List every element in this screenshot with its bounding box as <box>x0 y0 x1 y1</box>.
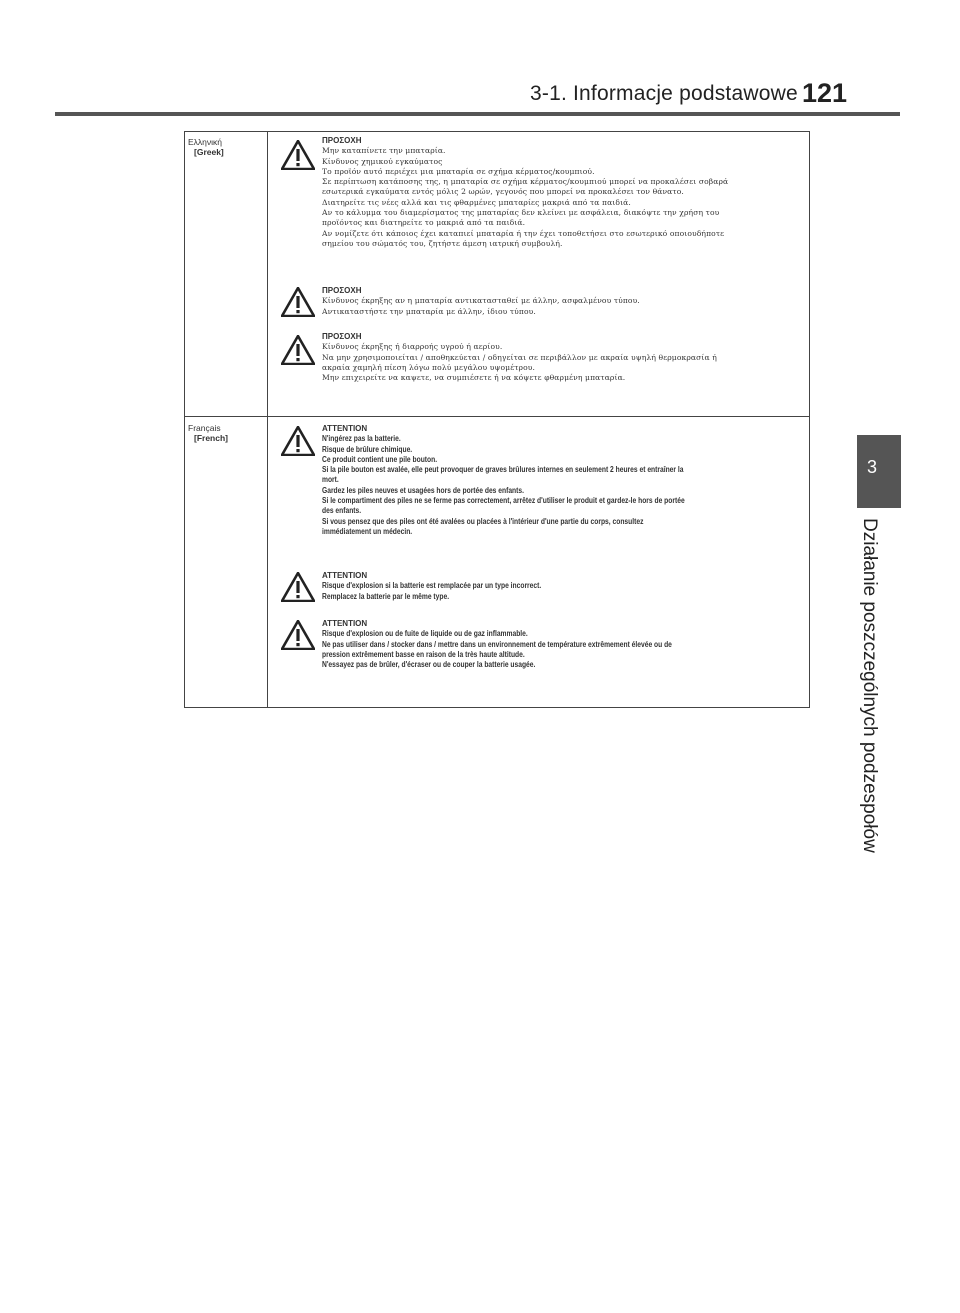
warning-line: Si la pile bouton est avalée, elle peut provoquer de graves brûlures internes en seulement 2 heures et entraîner la <box>322 465 684 475</box>
warning-line: N'essayez pas de brûler, d'écraser ou de couper la batterie usagée. <box>322 660 536 670</box>
warning-line: immédiatement un médecin. <box>322 526 413 536</box>
warning-title: ΠΡΟΣΟΧΗ <box>322 286 362 295</box>
warning-title: ATTENTION <box>322 424 368 433</box>
warning-line: εσωτερικά εγκαύματα εντός μόλις 2 ωρών, γεγονός που μπορεί να προκαλέσει τον θάνατο. <box>322 187 684 197</box>
warning-triangle-icon <box>281 572 315 602</box>
page-number: 121 <box>802 78 848 108</box>
warning-triangle-icon <box>281 620 315 650</box>
warning-title: ATTENTION <box>322 571 368 580</box>
warning-line: ακραία χαμηλή πίεση λόγω πολύ μεγάλου υψομέτρου. <box>322 362 535 372</box>
language-name: Français <box>188 423 221 433</box>
warning-line: Μην επιχειρείτε να καψετε, να συμπιέσετε ή να κόψετε φθαρμένη μπαταρία. <box>322 373 626 383</box>
warning-line: Si vous pensez que des piles ont été avalées ou placées à l'intérieur d'une partie du corps, consultez <box>322 516 644 526</box>
language-code: [French] <box>194 433 228 443</box>
section-title: 3-1. Informacje podstawowe <box>530 82 798 105</box>
warning-title: ATTENTION <box>322 619 368 628</box>
warning-line: Κίνδυνος χημικού εγκαύματος <box>322 156 443 166</box>
warning-title: ΠΡΟΣΟΧΗ <box>322 136 362 145</box>
warning-line: Si le compartiment des piles ne se ferme pas correctement, arrêtez d'utiliser le produit et gardez-le hors de portée <box>322 496 685 506</box>
warning-triangle-icon <box>281 140 315 170</box>
warning-line: Ce produit contient une pile bouton. <box>322 454 438 464</box>
warning-line: Μην καταπίνετε την μπαταρία. <box>322 146 446 156</box>
header-divider <box>55 112 900 116</box>
warning-line: des enfants. <box>322 506 362 516</box>
warning-line: προϊόντος και διατηρείτε το μακριά από τα παιδιά. <box>322 218 526 228</box>
warning-line: Σε περίπτωση κατάποσης της, η μπαταρία σε σχήμα κέρματος/κουμπιού μπορεί να προκαλέσει σοβαρά <box>322 177 729 187</box>
warning-line: Να μην χρησιμοποιείται / αποθηκεύεται / οδηγείται σε περιβάλλον με ακραία υψηλή θερμοκρασία ή <box>322 352 717 362</box>
chapter-title: Działanie poszczególnych podzespołów <box>859 518 880 853</box>
warning-block <box>322 424 806 537</box>
warning-line: Αν νομίζετε ότι κάποιος έχει καταπιεί μπαταρία ή την έχει τοποθετήσει στο εσωτερικό οποιουδήποτε <box>322 228 725 238</box>
warning-line: mort. <box>322 475 339 485</box>
warning-line: Κίνδυνος έκρηξης ή διαρροής υγρού ή αερίου. <box>322 342 503 352</box>
warning-triangle-icon <box>281 426 315 456</box>
warning-triangle-icon <box>281 287 315 317</box>
warning-triangle-icon <box>281 335 315 365</box>
warning-line: Αν το κάλυμμα του διαμερίσματος της μπαταρίας δεν κλείνει με ασφάλεια, διακόψτε την χρήση του <box>322 208 720 218</box>
language-label-greek <box>188 137 224 157</box>
warning-line: Ne pas utiliser dans / stocker dans / mettre dans un environnement de température extrêmement élevée ou de <box>322 639 672 649</box>
row-divider <box>185 416 809 417</box>
warning-line: N'ingérez pas la batterie. <box>322 434 401 444</box>
warning-title: ΠΡΟΣΟΧΗ <box>322 332 362 341</box>
warning-line: Κίνδυνος έκρηξης αν η μπαταρία αντικατασταθεί με άλλην, ασφαλμένου τύπου. <box>322 296 640 306</box>
warning-line: Risque de brûlure chimique. <box>322 444 413 454</box>
battery-warning-table <box>184 131 810 708</box>
warning-block <box>322 619 806 670</box>
warning-block <box>322 136 806 249</box>
warning-line: Το προϊόν αυτό περιέχει μια μπαταρία σε σχήμα κέρματος/κουμπιού. <box>322 166 595 176</box>
warning-line: Αντικαταστήστε την μπαταρία με άλλην, ίδιου τύπου. <box>322 306 536 316</box>
language-code: [Greek] <box>194 147 224 157</box>
warning-line: Risque d'explosion si la batterie est remplacée par un type incorrect. <box>322 581 542 591</box>
warning-block <box>322 571 806 602</box>
warning-line: Risque d'explosion ou de fuite de liquide ou de gaz inflammable. <box>322 629 528 639</box>
warning-line: Gardez les piles neuves et usagées hors de portée des enfants. <box>322 485 524 495</box>
column-divider <box>267 132 268 707</box>
language-label-french <box>188 423 228 443</box>
chapter-tab <box>857 435 901 508</box>
chapter-number: 3 <box>867 457 878 477</box>
warning-line: Remplacez la batterie par le même type. <box>322 591 450 601</box>
warning-line: pression extrêmement basse en raison de la très haute altitude. <box>322 649 525 659</box>
warning-line: Διατηρείτε τις νέες αλλά και τις φθαρμένες μπαταρίες μακριά από τα παιδιά. <box>322 197 631 207</box>
language-name: Ελληνική <box>188 137 223 147</box>
warning-block <box>322 286 806 317</box>
warning-line: σημείου του σώματός του, ζητήστε άμεση ιατρική συμβουλή. <box>322 238 563 248</box>
warning-block <box>322 332 806 383</box>
